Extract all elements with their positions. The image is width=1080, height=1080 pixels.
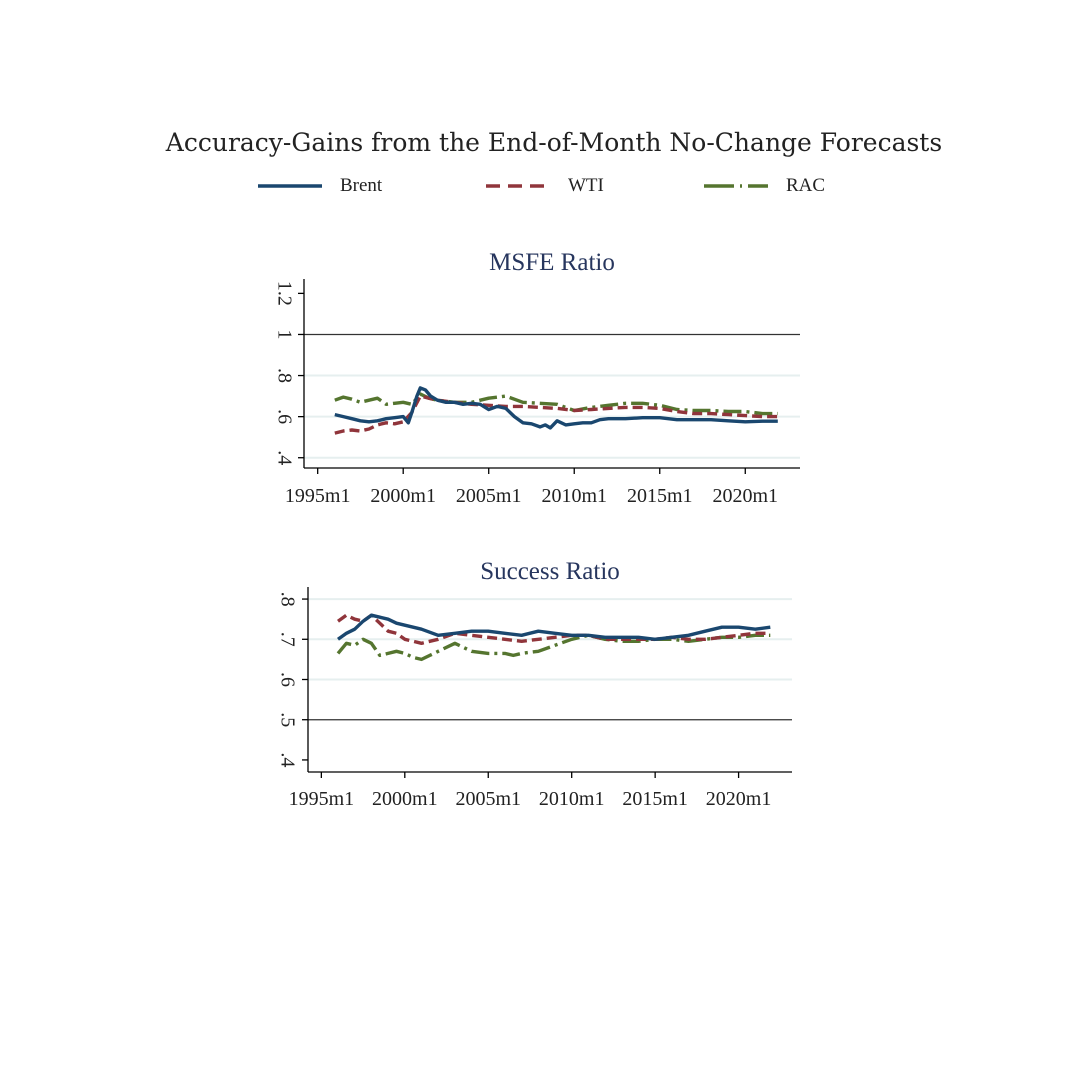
x-tick-label: 2015m1 — [626, 485, 693, 507]
y-tick-label: .5 — [276, 712, 299, 728]
x-tick-label: 2020m1 — [712, 485, 779, 507]
y-tick-label: .8 — [273, 368, 296, 384]
page-title: Accuracy-Gains from the End-of-Month No-Change Forecasts — [165, 128, 943, 157]
legend-label-brent: Brent — [340, 175, 383, 196]
legend-label-wti: WTI — [568, 175, 604, 196]
legend-label-rac: RAC — [786, 175, 826, 196]
x-tick-label: 2010m1 — [538, 788, 605, 810]
panel-title: MSFE Ratio — [489, 249, 615, 276]
x-tick-label: 1995m1 — [288, 788, 355, 810]
x-tick-label: 2020m1 — [705, 788, 772, 810]
chart-panel-0 — [273, 249, 800, 507]
x-tick-label: 2000m1 — [372, 788, 438, 810]
series-line-wti — [338, 615, 770, 643]
x-tick-label: 2005m1 — [455, 788, 522, 810]
x-tick-label: 2005m1 — [455, 485, 522, 507]
x-tick-label: 2015m1 — [622, 788, 688, 810]
y-tick-label: .8 — [276, 591, 299, 607]
chart-panel-1 — [276, 558, 792, 810]
y-tick-label: 1 — [273, 329, 296, 340]
x-tick-label: 2000m1 — [370, 485, 436, 507]
panel-title: Success Ratio — [480, 558, 620, 585]
y-tick-label: .7 — [276, 631, 299, 647]
series-line-rac — [335, 394, 778, 414]
x-tick-label: 2010m1 — [541, 485, 608, 507]
y-tick-label: .4 — [273, 450, 296, 466]
y-tick-label: 1.2 — [273, 280, 296, 306]
y-tick-label: .4 — [276, 752, 299, 768]
y-tick-label: .6 — [273, 409, 296, 425]
series-line-brent — [338, 615, 770, 639]
y-tick-label: .6 — [276, 672, 299, 687]
x-tick-label: 1995m1 — [284, 485, 351, 507]
